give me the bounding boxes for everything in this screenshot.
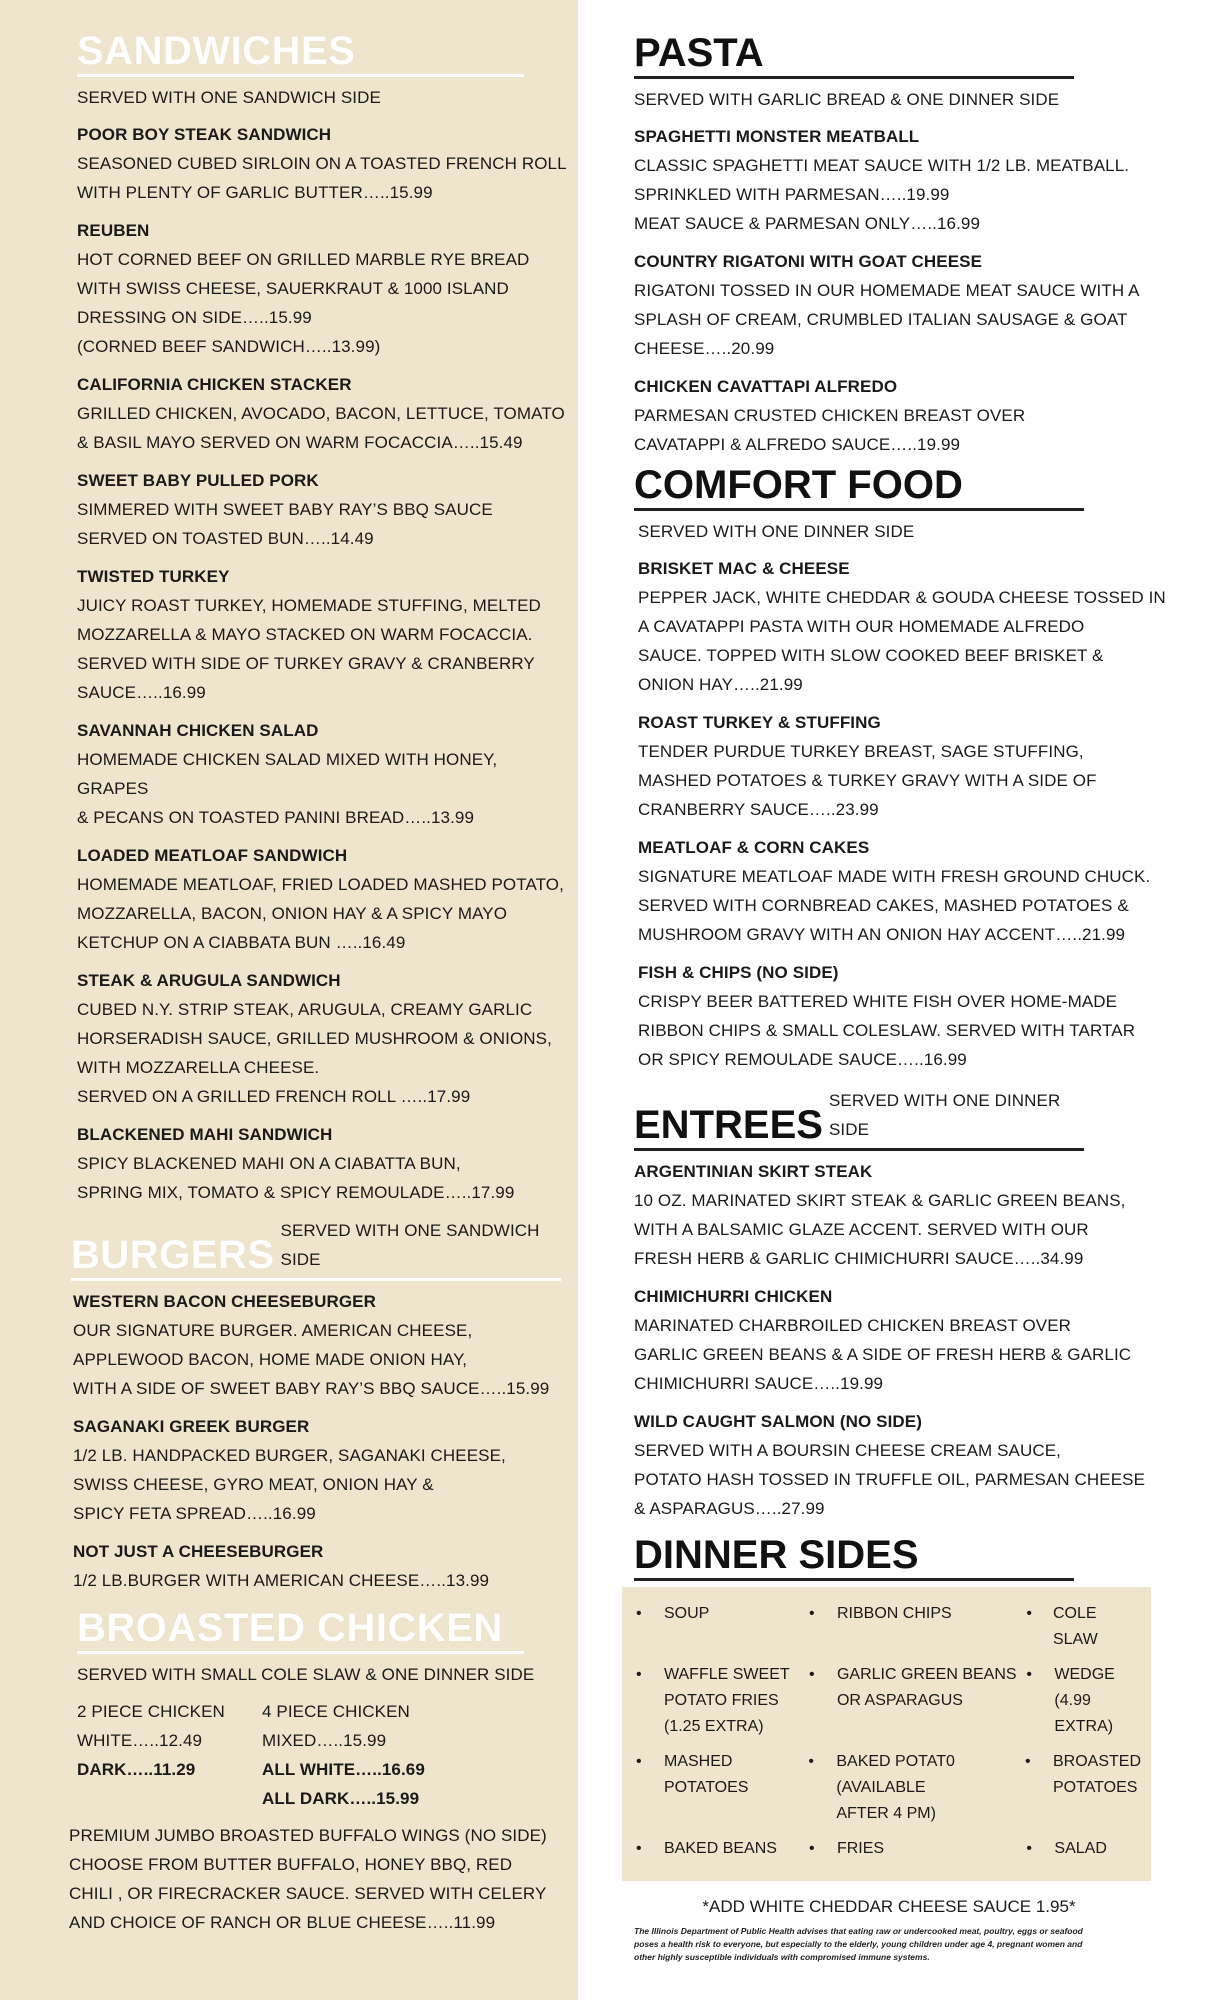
menu-item-description: CUBED N.Y. STRIP STEAK, ARUGULA, CREAMY GARLIC	[77, 1000, 533, 1019]
side-item-line: (AVAILABLE	[836, 1779, 926, 1796]
menu-item-name: SAVANNAH CHICKEN SALAD	[77, 721, 319, 740]
menu-item	[638, 833, 1217, 949]
side-item-line: BROASTED	[1052, 1753, 1141, 1770]
right-column	[578, 0, 1217, 2000]
menu-item-description: GRILLED CHICKEN, AVOCADO, BACON, LETTUCE, TOMATO	[77, 404, 565, 423]
burgers-served-note: SERVED WITH ONE SANDWICH SIDE	[280, 1221, 540, 1269]
menu-item	[77, 716, 567, 832]
four-piece-column	[262, 1697, 425, 1813]
side-item-line: COLE SLAW	[1052, 1605, 1098, 1648]
menu-item-name: BLACKENED MAHI SANDWICH	[77, 1125, 333, 1144]
sides-heading: DINNER SIDES	[634, 1533, 919, 1577]
side-item	[1022, 1601, 1141, 1653]
side-item-line: WAFFLE SWEET	[664, 1666, 790, 1683]
menu-item-name: WESTERN BACON CHEESEBURGER	[73, 1292, 376, 1311]
sides-row	[632, 1749, 1141, 1827]
menu-item-description: CHIMICHURRI SAUCE…..19.99	[634, 1374, 884, 1393]
side-item-line: EXTRA)	[1054, 1718, 1114, 1735]
side-item-text	[664, 1662, 790, 1740]
menu-item-description: SPICY FETA SPREAD…..16.99	[73, 1504, 316, 1523]
left-column-body	[69, 28, 567, 1937]
side-item	[632, 1749, 804, 1827]
menu-item	[638, 708, 1217, 824]
menu-item-description: HOMEMADE MEATLOAF, FRIED LOADED MASHED POTATO,	[77, 875, 564, 894]
menu-item-name: BRISKET MAC & CHEESE	[638, 559, 850, 578]
bullet-icon: •	[1026, 1666, 1033, 1683]
menu-item-description: & ASPARAGUS…..27.99	[634, 1499, 825, 1518]
two-piece-white: WHITE…..12.49	[77, 1731, 203, 1750]
side-item-line: POTATOES	[664, 1779, 749, 1796]
menu-item-description: RIGATONI TOSSED IN OUR HOMEMADE MEAT SAUCE WITH A	[634, 281, 1140, 300]
menu-item-name: COUNTRY RIGATONI WITH GOAT CHEESE	[634, 252, 983, 271]
menu-item	[77, 562, 567, 707]
menu-item-description: 10 OZ. MARINATED SKIRT STEAK & GARLIC GREEN BEANS,	[634, 1191, 1126, 1210]
menu-item	[634, 1157, 1217, 1273]
menu-item-description: WITH SWISS CHEESE, SAUERKRAUT & 1000 ISLAND	[77, 279, 509, 298]
sandwiches-heading-wrap	[77, 28, 524, 77]
side-item	[805, 1601, 1022, 1653]
four-piece-all-white: ALL WHITE…..16.69	[262, 1760, 425, 1779]
menu-item-name: TWISTED TURKEY	[77, 567, 230, 586]
sides-row	[632, 1662, 1141, 1740]
right-column-body	[634, 30, 1217, 1964]
menu-item-name: REUBEN	[77, 221, 150, 240]
menu-item-name: CHICKEN CAVATTAPI ALFREDO	[634, 377, 898, 396]
two-piece-dark: DARK…..11.29	[77, 1760, 196, 1779]
menu-item-description: A CAVATAPPI PASTA WITH OUR HOMEMADE ALFREDO	[638, 617, 1085, 636]
bullet-icon: •	[808, 1666, 815, 1683]
entrees-heading-wrap	[634, 1086, 1084, 1151]
menu-item-name: MEATLOAF & CORN CAKES	[638, 838, 870, 857]
wings-line: CHILI , OR FIRECRACKER SAUCE. SERVED WITH CELERY	[69, 1884, 547, 1903]
sandwiches-served-note: SERVED WITH ONE SANDWICH SIDE	[77, 88, 381, 107]
pasta-list	[634, 122, 1217, 459]
menu-item-name: SWEET BABY PULLED PORK	[77, 471, 319, 490]
entrees-served-note: SERVED WITH ONE DINNER SIDE	[828, 1091, 1061, 1139]
menu-item-description: SAUCE…..16.99	[77, 683, 206, 702]
menu-item-name: CALIFORNIA CHICKEN STACKER	[77, 375, 352, 394]
side-item-text	[837, 1836, 884, 1862]
comfort-list	[638, 554, 1217, 1074]
menu-item-description: WITH MOZZARELLA CHEESE.	[77, 1058, 320, 1077]
pasta-heading: PASTA	[634, 31, 764, 75]
sides-row	[632, 1601, 1141, 1653]
menu-item-name: FISH & CHIPS (NO SIDE)	[638, 963, 839, 982]
menu-item-description: & BASIL MAYO SERVED ON WARM FOCACCIA…..15.49	[77, 433, 523, 452]
menu-item	[77, 841, 567, 957]
bullet-icon: •	[808, 1605, 815, 1622]
bullet-icon: •	[1026, 1840, 1033, 1857]
side-item-text	[837, 1662, 1017, 1740]
side-item	[1022, 1836, 1141, 1862]
side-item-line: (4.99	[1054, 1692, 1091, 1709]
side-item-line: POTATOES	[1052, 1779, 1138, 1796]
menu-item-description: OR SPICY REMOULADE SAUCE…..16.99	[638, 1050, 967, 1069]
menu-item-description: APPLEWOOD BACON, HOME MADE ONION HAY,	[73, 1350, 468, 1369]
menu-item-description: WITH PLENTY OF GARLIC BUTTER…..15.99	[77, 183, 433, 202]
side-item-line: RIBBON CHIPS	[836, 1605, 952, 1622]
menu-item-description: 1/2 LB. HANDPACKED BURGER, SAGANAKI CHEESE,	[73, 1446, 506, 1465]
comfort-heading: COMFORT FOOD	[634, 463, 963, 507]
side-item-line: AFTER 4 PM)	[836, 1805, 936, 1822]
side-item-line: WEDGE	[1054, 1666, 1115, 1683]
menu-item-description: WITH A BALSAMIC GLAZE ACCENT. SERVED WITH OUR	[634, 1220, 1089, 1239]
menu-item-description: SEASONED CUBED SIRLOIN ON A TOASTED FRENCH ROLL	[77, 154, 567, 173]
side-item-text	[1054, 1662, 1114, 1740]
two-piece-title: 2 PIECE CHICKEN	[77, 1702, 225, 1721]
menu-item-description: SIMMERED WITH SWEET BABY RAY’S BBQ SAUCE	[77, 500, 493, 519]
menu-item-description: PARMESAN CRUSTED CHICKEN BREAST OVER	[634, 406, 1026, 425]
menu-item	[77, 1120, 567, 1207]
menu-item-description: TENDER PURDUE TURKEY BREAST, SAGE STUFFING,	[638, 742, 1084, 761]
menu-item-description: MARINATED CHARBROILED CHICKEN BREAST OVER	[634, 1316, 1072, 1335]
menu-item-description: CRISPY BEER BATTERED WHITE FISH OVER HOME-MADE	[638, 992, 1118, 1011]
menu-item-description: GARLIC GREEN BEANS & A SIDE OF FRESH HERB & GARLIC	[634, 1345, 1132, 1364]
side-item-text	[837, 1601, 952, 1653]
four-piece-title: 4 PIECE CHICKEN	[262, 1702, 410, 1721]
side-item	[632, 1601, 805, 1653]
burgers-list	[73, 1287, 567, 1595]
bullet-icon: •	[808, 1840, 815, 1857]
menu-item-description: SPRING MIX, TOMATO & SPICY REMOULADE…..17.99	[77, 1183, 515, 1202]
side-item-line: SALAD	[1054, 1840, 1107, 1857]
menu-item-description: MEAT SAUCE & PARMESAN ONLY…..16.99	[634, 214, 981, 233]
menu-item-description: HORSERADISH SAUCE, GRILLED MUSHROOM & ONIONS,	[77, 1029, 552, 1048]
wings-line: CHOOSE FROM BUTTER BUFFALO, HONEY BBQ, RED	[69, 1855, 513, 1874]
burgers-heading: BURGERS	[71, 1233, 275, 1277]
menu-item-description: SERVED ON TOASTED BUN…..14.49	[77, 529, 374, 548]
menu-item-description: & PECANS ON TOASTED PANINI BREAD…..13.99	[77, 808, 475, 827]
two-piece-column	[77, 1697, 262, 1813]
menu-item-description: PEPPER JACK, WHITE CHEDDAR & GOUDA CHEESE TOSSED IN	[638, 588, 1166, 607]
bullet-icon: •	[636, 1840, 642, 1857]
menu-item-description: CHEESE…..20.99	[634, 339, 775, 358]
side-item-line: GARLIC GREEN BEANS	[836, 1666, 1017, 1683]
bullet-icon: •	[808, 1753, 814, 1770]
menu-item-description: SWISS CHEESE, GYRO MEAT, ONION HAY &	[73, 1475, 434, 1494]
comfort-block	[638, 517, 1217, 1074]
left-column	[0, 0, 578, 2000]
broasted-price-grid	[77, 1697, 567, 1813]
side-item	[805, 1836, 1022, 1862]
menu-item-description: SPRINKLED WITH PARMESAN…..19.99	[634, 185, 950, 204]
menu-item-description: SIGNATURE MEATLOAF MADE WITH FRESH GROUND CHUCK.	[638, 867, 1151, 886]
menu-item-name: SAGANAKI GREEK BURGER	[73, 1417, 310, 1436]
menu-item-description: SAUCE. TOPPED WITH SLOW COOKED BEEF BRISKET &	[638, 646, 1104, 665]
entrees-list	[634, 1157, 1217, 1523]
side-item-text	[1054, 1836, 1106, 1862]
dinner-sides-box	[622, 1587, 1151, 1881]
side-item-text	[836, 1749, 955, 1827]
menu-item-description: ONION HAY…..21.99	[638, 675, 803, 694]
menu-item-name: ROAST TURKEY & STUFFING	[638, 713, 881, 732]
side-item	[805, 1662, 1022, 1740]
side-item-text	[1053, 1749, 1141, 1827]
broasted-heading-wrap	[77, 1605, 524, 1654]
entrees-heading: ENTREES	[634, 1103, 823, 1147]
side-item	[804, 1749, 1021, 1827]
bullet-icon: •	[1026, 1605, 1033, 1622]
side-item-line: POTATO FRIES	[664, 1692, 779, 1709]
menu-item	[634, 372, 1217, 459]
menu-item-description: RIBBON CHIPS & SMALL COLESLAW. SERVED WITH TARTAR	[638, 1021, 1136, 1040]
menu-item	[77, 216, 567, 361]
broasted-heading: BROASTED CHICKEN	[77, 1606, 503, 1650]
four-piece-all-dark: ALL DARK…..15.99	[262, 1789, 420, 1808]
menu-item	[77, 466, 567, 553]
menu-item-description: MUSHROOM GRAVY WITH AN ONION HAY ACCENT…..21.99	[638, 925, 1126, 944]
wings-block	[69, 1821, 567, 1937]
menu-item	[634, 247, 1217, 363]
side-item	[1022, 1662, 1141, 1740]
menu-item-description: HOT CORNED BEEF ON GRILLED MARBLE RYE BREAD	[77, 250, 530, 269]
menu-item-name: STEAK & ARUGULA SANDWICH	[77, 971, 341, 990]
menu-item-name: CHIMICHURRI CHICKEN	[634, 1287, 833, 1306]
bullet-icon: •	[636, 1753, 642, 1770]
menu-item	[634, 1407, 1217, 1523]
menu-item	[73, 1537, 567, 1595]
side-item-line: BAKED BEANS	[664, 1840, 777, 1857]
bullet-icon: •	[1025, 1753, 1031, 1770]
menu-item-description: SERVED ON A GRILLED FRENCH ROLL …..17.99	[77, 1087, 471, 1106]
menu-item-description: SPLASH OF CREAM, CRUMBLED ITALIAN SAUSAGE & GOAT	[634, 310, 1128, 329]
menu-item	[73, 1412, 567, 1528]
side-item	[632, 1836, 805, 1862]
menu-item-description: POTATO HASH TOSSED IN TRUFFLE OIL, PARMESAN CHEESE	[634, 1470, 1146, 1489]
side-item-line: BAKED POTAT0	[836, 1753, 955, 1770]
menu-item-name: SPAGHETTI MONSTER MEATBALL	[634, 127, 920, 146]
sides-heading-wrap	[634, 1532, 1074, 1581]
menu-item-description: SPICY BLACKENED MAHI ON A CIABATTA BUN,	[77, 1154, 461, 1173]
menu-item-description: OUR SIGNATURE BURGER. AMERICAN CHEESE,	[73, 1321, 473, 1340]
health-disclaimer: The Illinois Department of Public Health advises that eating raw or undercooked meat, poultry, eggs or seafood poses a health risk to everyone, but especially to the elderly, young children under age 4, pregnant women and other highly susceptible individuals with compromised immune systems.	[634, 1926, 1083, 1962]
sandwiches-list	[77, 120, 567, 1207]
menu-item-description: DRESSING ON SIDE…..15.99	[77, 308, 312, 327]
side-item-text	[664, 1836, 777, 1862]
menu-item-name: POOR BOY STEAK SANDWICH	[77, 125, 332, 144]
menu-item-description: (CORNED BEEF SANDWICH…..13.99)	[77, 337, 381, 356]
side-item	[632, 1662, 805, 1740]
menu-item-description: SERVED WITH A BOURSIN CHEESE CREAM SAUCE,	[634, 1441, 1061, 1460]
menu-item	[634, 122, 1217, 238]
comfort-served-note: SERVED WITH ONE DINNER SIDE	[638, 522, 915, 541]
menu-item-description: MASHED POTATOES & TURKEY GRAVY WITH A SIDE OF	[638, 771, 1097, 790]
side-item-text	[1053, 1601, 1141, 1653]
menu-item	[77, 966, 567, 1111]
menu-item-description: CAVATAPPI & ALFREDO SAUCE…..19.99	[634, 435, 961, 454]
broasted-served-note: SERVED WITH SMALL COLE SLAW & ONE DINNER SIDE	[77, 1665, 535, 1684]
bullet-icon: •	[636, 1666, 642, 1683]
pasta-served-note: SERVED WITH GARLIC BREAD & ONE DINNER SIDE	[634, 90, 1060, 109]
menu-item-description: KETCHUP ON A CIABBATA BUN …..16.49	[77, 933, 406, 952]
side-item-line: FRIES	[836, 1840, 885, 1857]
side-item	[1021, 1749, 1141, 1827]
menu-item	[77, 370, 567, 457]
menu-item	[73, 1287, 567, 1403]
wings-line: AND CHOICE OF RANCH OR BLUE CHEESE…..11.99	[69, 1913, 496, 1932]
menu-item	[77, 120, 567, 207]
menu-item-description: JUICY ROAST TURKEY, HOMEMADE STUFFING, MELTED	[77, 596, 541, 615]
menu-item-name: ARGENTINIAN SKIRT STEAK	[634, 1162, 873, 1181]
side-item-text	[664, 1749, 748, 1827]
menu-item	[638, 554, 1217, 699]
menu-item-description: FRESH HERB & GARLIC CHIMICHURRI SAUCE…..34.99	[634, 1249, 1084, 1268]
menu-item-description: WITH A SIDE OF SWEET BABY RAY’S BBQ SAUCE…..15.99	[73, 1379, 550, 1398]
pasta-heading-wrap	[634, 30, 1074, 79]
menu-item-name: NOT JUST A CHEESEBURGER	[73, 1542, 324, 1561]
menu-item-description: SERVED WITH CORNBREAD CAKES, MASHED POTATOES &	[638, 896, 1129, 915]
sandwiches-heading: SANDWICHES	[77, 29, 356, 73]
side-item-line: OR ASPARAGUS	[836, 1692, 963, 1709]
side-item-line: MASHED	[664, 1753, 733, 1770]
menu-item-description: 1/2 LB.BURGER WITH AMERICAN CHEESE…..13.99	[73, 1571, 490, 1590]
menu-item-description: HOMEMADE CHICKEN SALAD MIXED WITH HONEY, GRAPES	[77, 750, 498, 798]
cheese-sauce-note: *ADD WHITE CHEDDAR CHEESE SAUCE 1.95*	[702, 1897, 1076, 1916]
menu-item-name: LOADED MEATLOAF SANDWICH	[77, 846, 348, 865]
burgers-heading-wrap	[71, 1216, 561, 1281]
menu-item	[634, 1282, 1217, 1398]
side-item-line: (1.25 EXTRA)	[664, 1718, 764, 1735]
menu-item-description: MOZZARELLA & MAYO STACKED ON WARM FOCACCIA.	[77, 625, 533, 644]
menu-item-description: MOZZARELLA, BACON, ONION HAY & A SPICY MAYO	[77, 904, 508, 923]
side-item-text	[664, 1601, 709, 1653]
side-item-line: SOUP	[664, 1605, 710, 1622]
sides-row	[632, 1836, 1141, 1862]
menu-item-description: CLASSIC SPAGHETTI MEAT SAUCE WITH 1/2 LB. MEATBALL.	[634, 156, 1130, 175]
menu-item	[638, 958, 1217, 1074]
bullet-icon: •	[636, 1605, 642, 1622]
wings-line: PREMIUM JUMBO BROASTED BUFFALO WINGS (NO SIDE)	[69, 1826, 547, 1845]
four-piece-mixed: MIXED…..15.99	[262, 1731, 387, 1750]
comfort-heading-wrap	[634, 462, 1084, 511]
menu-item-name: WILD CAUGHT SALMON (NO SIDE)	[634, 1412, 922, 1431]
menu-item-description: CRANBERRY SAUCE…..23.99	[638, 800, 879, 819]
menu-item-description: SERVED WITH SIDE OF TURKEY GRAVY & CRANBERRY	[77, 654, 535, 673]
